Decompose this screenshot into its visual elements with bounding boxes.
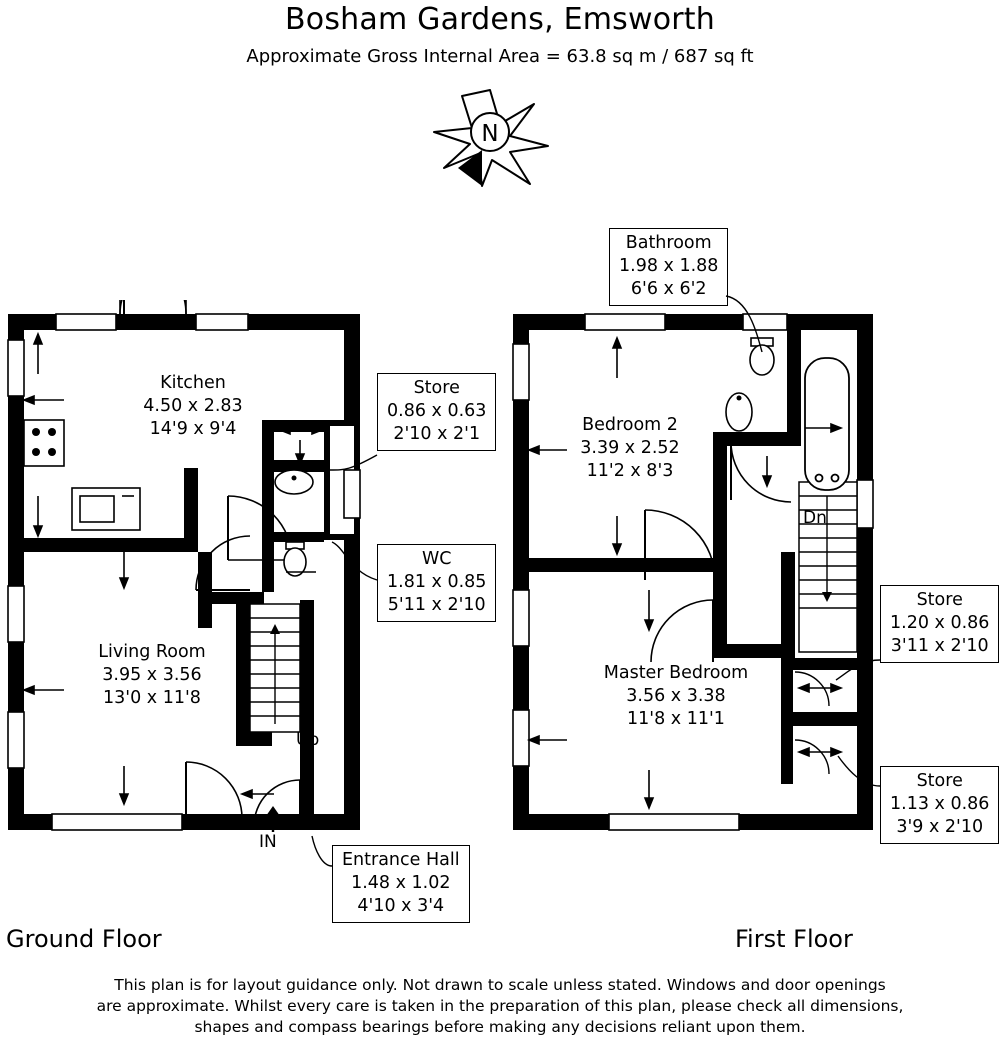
- disclaimer-line-1: This plan is for layout guidance only. Not drawn to scale unless stated. Windows and door openings: [114, 976, 886, 994]
- callout-store-first-upper: [880, 585, 999, 663]
- entrance-arrow-icon: [262, 806, 284, 832]
- room-label-living-room: [62, 641, 242, 710]
- callout-entrance-hall: [332, 845, 470, 923]
- store-first-upper-name: Store: [916, 590, 963, 610]
- wc-toilet-fixture: [284, 542, 306, 576]
- first-floor-plan: [505, 300, 905, 860]
- master-bedroom-name: Master Bedroom: [603, 663, 749, 683]
- room-label-bedroom-2: [540, 414, 720, 483]
- store-first-lower-imperial: 3'9 x 2'10: [896, 816, 984, 837]
- entrance-hall-name: Entrance Hall: [342, 850, 460, 870]
- wc-metric: 1.81 x 0.85: [387, 571, 487, 592]
- entrance-hall-metric: 1.48 x 1.02: [351, 872, 451, 893]
- stairs-up: [250, 604, 300, 732]
- living-room-imperial: 13'0 x 11'8: [103, 688, 201, 709]
- first-floor-walls: [513, 314, 873, 830]
- callout-store-ground: [377, 373, 496, 451]
- entrance-hall-imperial: 4'10 x 3'4: [357, 895, 445, 916]
- kitchen-name: Kitchen: [160, 373, 226, 393]
- entrance-in-label: IN: [259, 832, 277, 852]
- bathroom-metric: 1.98 x 1.88: [619, 255, 719, 276]
- bathroom-imperial: 6'6 x 6'2: [630, 278, 707, 299]
- bathroom-name: Bathroom: [625, 233, 712, 253]
- bedroom2-metric: 3.39 x 2.52: [580, 438, 680, 459]
- disclaimer-line-3: shapes and compass bearings before making any decisions reliant upon them.: [194, 1017, 806, 1036]
- kitchen-imperial: 14'9 x 9'4: [149, 419, 237, 440]
- bedroom2-name: Bedroom 2: [582, 415, 678, 435]
- living-room-name: Living Room: [98, 642, 206, 662]
- kitchen-metric: 4.50 x 2.83: [143, 396, 243, 417]
- store-ground-metric: 0.86 x 0.63: [387, 400, 487, 421]
- first-floor-label: First Floor: [735, 925, 853, 953]
- disclaimer-text: [30, 975, 970, 1038]
- room-label-master-bedroom: [566, 662, 786, 731]
- page-subtitle: Approximate Gross Internal Area = 63.8 sq m / 687 sq ft: [246, 46, 754, 67]
- store-first-lower-metric: 1.13 x 0.86: [890, 793, 990, 814]
- sink-fixture: [72, 488, 140, 530]
- compass-north-label: N: [481, 121, 499, 147]
- store-ground-name: Store: [413, 378, 460, 398]
- master-bedroom-metric: 3.56 x 3.38: [626, 686, 726, 707]
- wc-basin-fixture: [275, 470, 313, 494]
- hob-fixture: [24, 420, 64, 466]
- room-label-kitchen: [108, 372, 278, 441]
- store-first-upper-imperial: 3'11 x 2'10: [890, 635, 989, 656]
- living-room-metric: 3.95 x 3.56: [102, 665, 202, 686]
- callout-wc: [377, 544, 496, 622]
- master-bedroom-imperial: 11'8 x 11'1: [627, 709, 725, 730]
- ground-floor-label: Ground Floor: [6, 925, 162, 953]
- store-first-upper-metric: 1.20 x 0.86: [890, 612, 990, 633]
- bath-fixture: [805, 358, 849, 490]
- store-ground-imperial: 2'10 x 2'1: [393, 423, 481, 444]
- wc-name: WC: [421, 549, 452, 569]
- callout-bathroom: [609, 228, 728, 306]
- bedroom2-imperial: 11'2 x 8'3: [586, 461, 674, 482]
- wc-imperial: 5'11 x 2'10: [387, 594, 486, 615]
- store-first-lower-name: Store: [916, 771, 963, 791]
- stairs-down-label: Dn: [803, 508, 827, 528]
- callout-store-first-lower: [880, 766, 999, 844]
- bathroom-basin-fixture: [726, 393, 752, 431]
- stairs-up-label: Up: [296, 730, 320, 750]
- disclaimer-line-2: are approximate. Whilst every care is taken in the preparation of this plan, please check all dimensions,: [96, 996, 904, 1015]
- page-title: Bosham Gardens, Emsworth: [285, 2, 715, 37]
- compass-rose: [430, 88, 550, 188]
- bathroom-toilet-fixture: [750, 338, 774, 375]
